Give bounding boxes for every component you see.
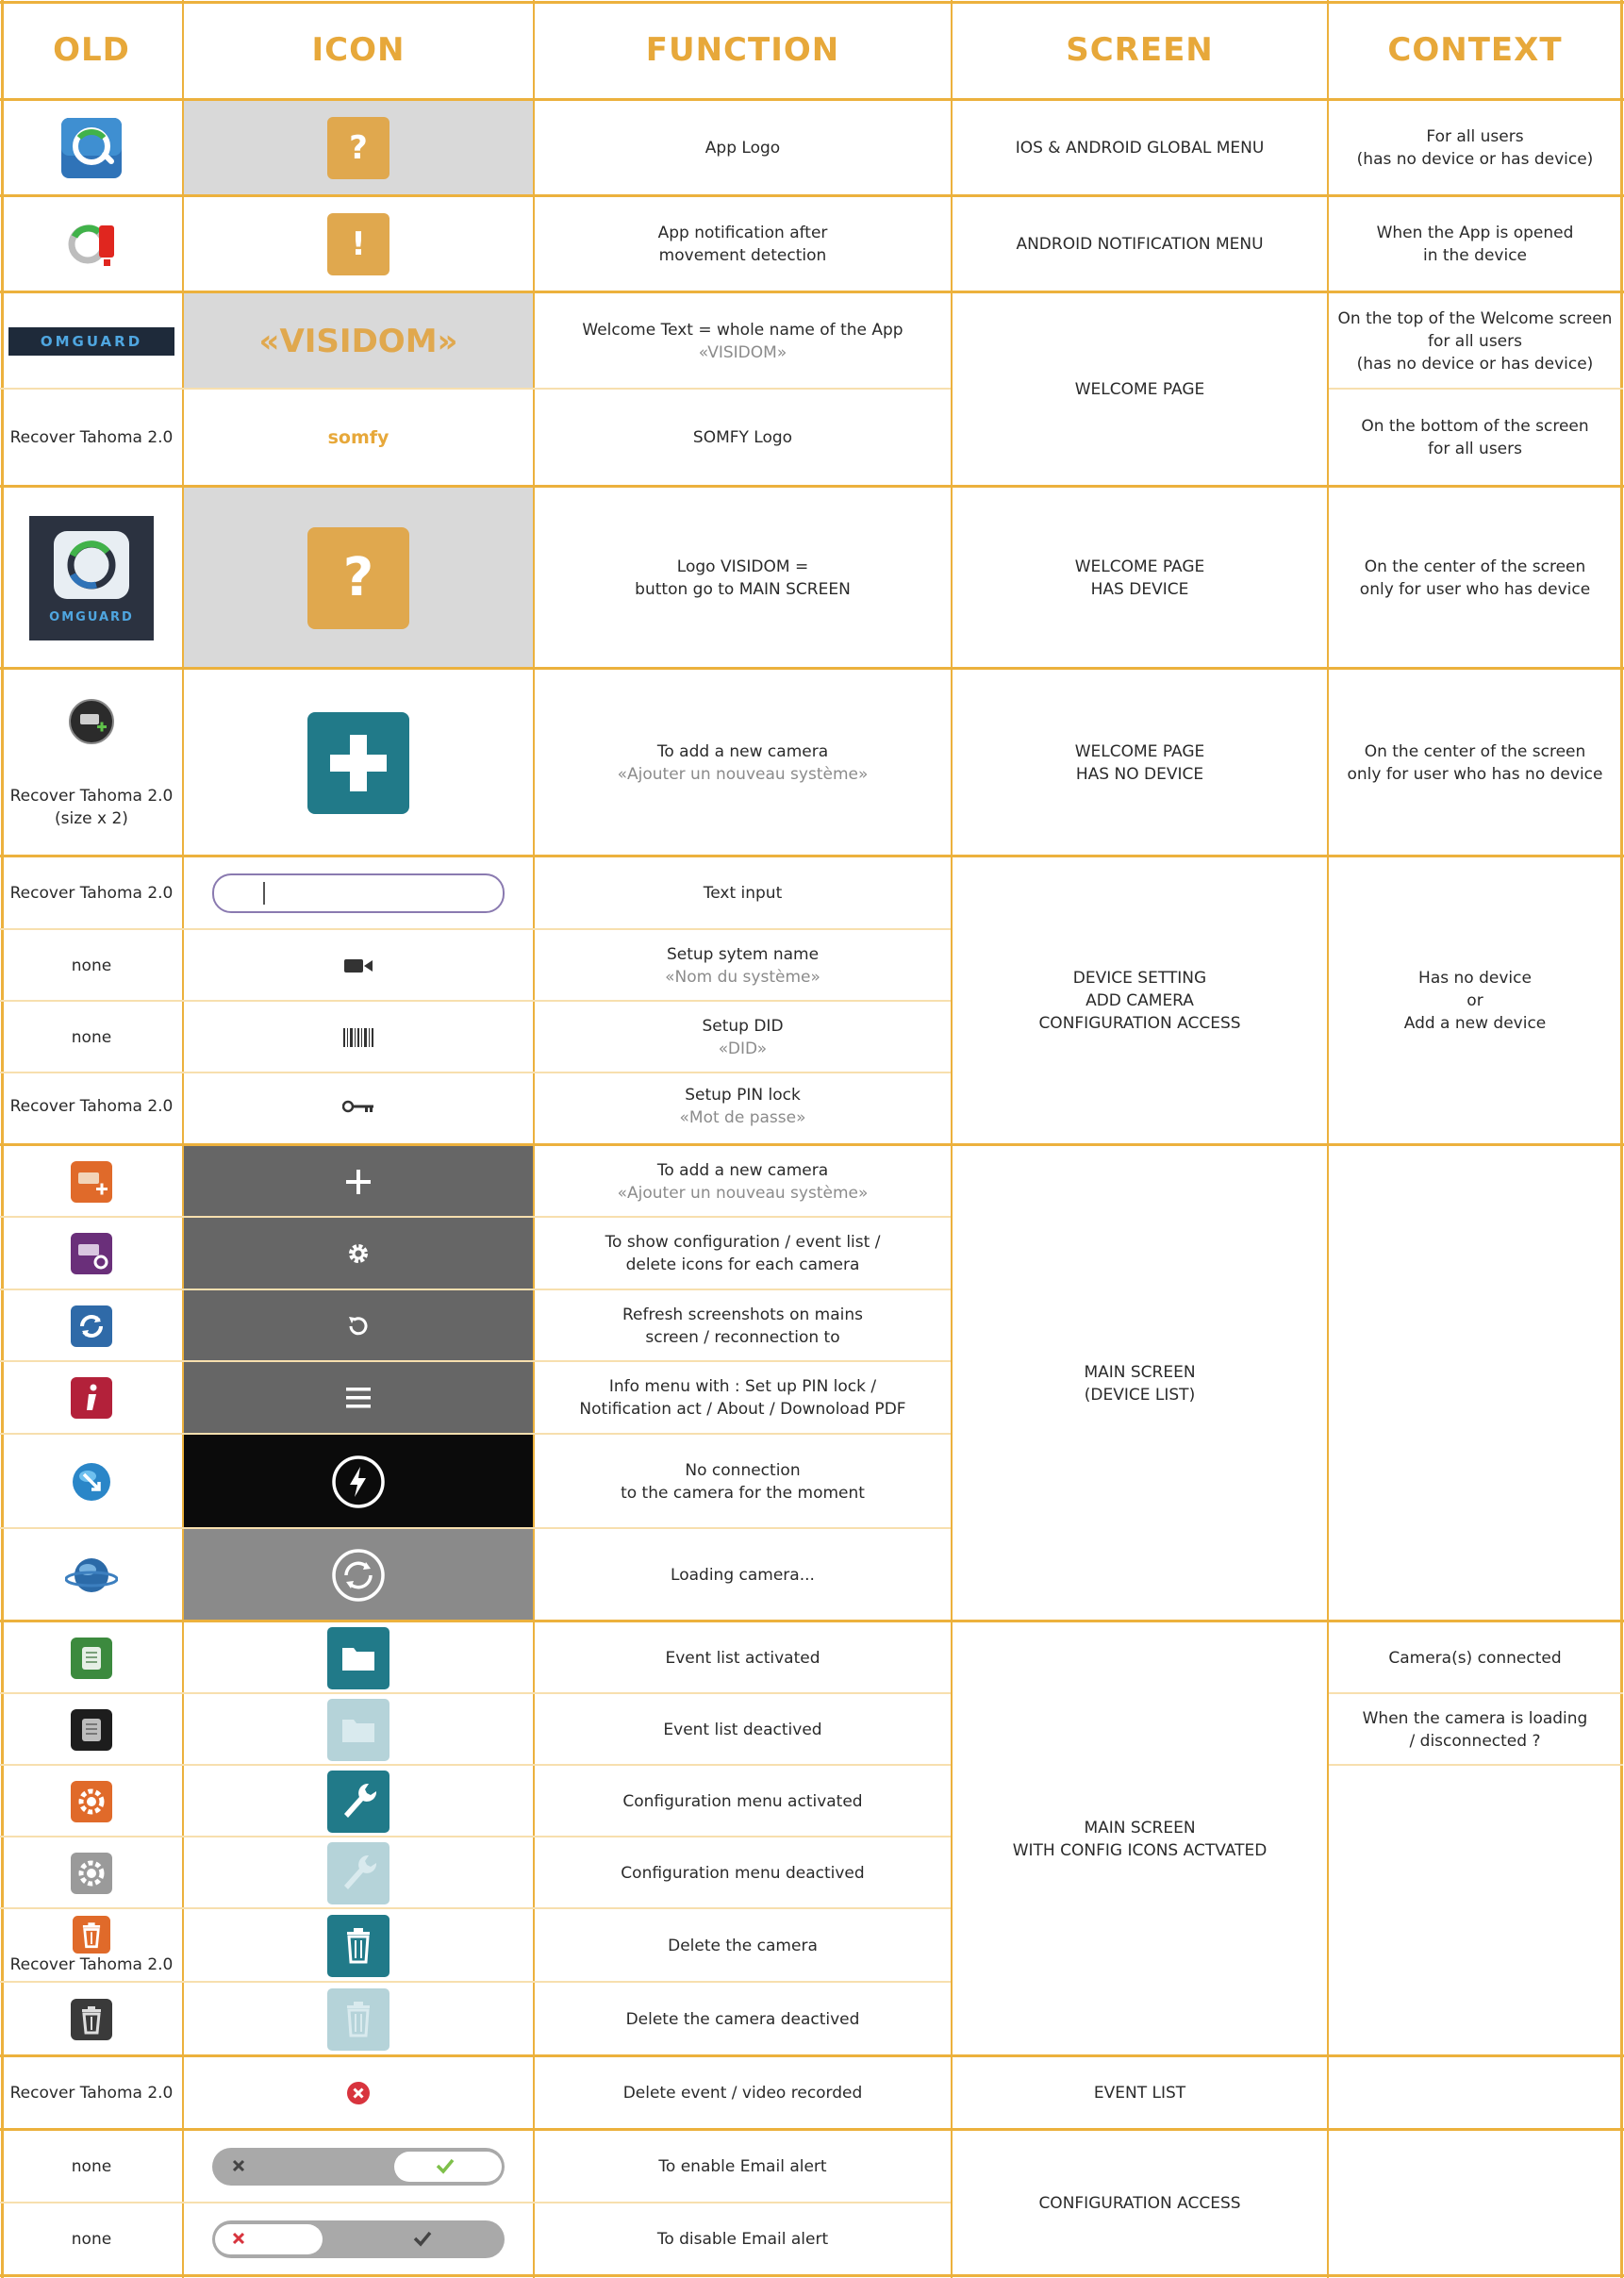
- function-app-logo: App Logo: [704, 139, 781, 158]
- context-camera-connected: Camera(s) connected: [1388, 1648, 1562, 1668]
- screen-device-setting: DEVICE SETTING ADD CAMERA CONFIGURATION ACCESS: [1038, 969, 1241, 1033]
- old-none: none: [71, 1027, 112, 1047]
- omguard-app-icon: [0, 101, 183, 195]
- function-event-list-deactived: Event list deactived: [663, 1720, 822, 1739]
- function-notification: App notification after movement detection: [657, 224, 828, 265]
- notification-app-icon: [0, 197, 183, 291]
- visidom-wordmark-icon: «VISIDOM»: [258, 322, 458, 360]
- loading-circle-icon: [183, 1529, 534, 1621]
- function-config-deactived: Configuration menu deactived: [621, 1863, 865, 1883]
- refresh-blue-icon: [0, 1290, 183, 1361]
- screen-event-list: EVENT LIST: [1093, 2084, 1186, 2103]
- context-camera-loading: When the camera is loading / disconnected ?: [1362, 1708, 1588, 1751]
- wrench-inactive-icon: [183, 1837, 534, 1908]
- function-setup-pin: Setup PIN lock «Mot de passe»: [679, 1085, 806, 1127]
- camera-add-round-icon: Recover Tahoma 2.0 (size x 2): [0, 670, 183, 856]
- trash-active-icon: [183, 1909, 534, 1982]
- question-tile-icon: ?: [183, 101, 534, 195]
- delete-red-circle-icon: [183, 2057, 534, 2129]
- function-welcome-text: Welcome Text = whole name of the App «VISIDOM»: [582, 320, 903, 362]
- omguard-banner-logo: OMGUARD: [0, 293, 183, 389]
- function-enable-email: To enable Email alert: [658, 2157, 827, 2176]
- screen-configuration-access: CONFIGURATION ACCESS: [1038, 2193, 1241, 2213]
- camera-icon: [183, 930, 534, 1001]
- old-none: none: [71, 2230, 112, 2249]
- trash-orange-icon: Recover Tahoma 2.0: [0, 1909, 183, 1982]
- screen-global-menu: IOS & ANDROID GLOBAL MENU: [1015, 139, 1265, 158]
- text-input-icon: [183, 857, 534, 929]
- old-none: none: [71, 956, 112, 975]
- barcode-icon: [183, 1002, 534, 1072]
- config-gray-icon: [0, 1837, 183, 1908]
- toggle-disabled-icon: [183, 2203, 534, 2275]
- globe-loading-icon: [0, 1529, 183, 1621]
- function-delete-camera: Delete the camera: [668, 1936, 818, 1955]
- function-info-menu: Info menu with : Set up PIN lock / Notification act / About / Downoload PDF: [579, 1377, 906, 1419]
- folder-inactive-icon: [183, 1694, 534, 1765]
- context-welcome-top: On the top of the Welcome screen for all users (has no device or has device): [1337, 308, 1613, 374]
- omguard-large-logo: OMGUARD: [0, 488, 183, 668]
- wrench-active-icon: [183, 1766, 534, 1837]
- plus-icon: [183, 1146, 534, 1217]
- context-all-users: For all users (has no device or has device): [1356, 127, 1594, 169]
- header-function: FUNCTION: [645, 30, 840, 69]
- function-add-camera-main: To add a new camera «Ajouter un nouveau système»: [617, 1160, 869, 1203]
- function-refresh: Refresh screenshots on mains screen / reconnection to: [622, 1305, 863, 1347]
- function-delete-camera-deactived: Delete the camera deactived: [625, 2009, 860, 2029]
- menu-icon: [183, 1362, 534, 1434]
- header-context: CONTEXT: [1387, 30, 1563, 69]
- camera-add-orange-icon: [0, 1146, 183, 1217]
- event-list-green-icon: [0, 1622, 183, 1693]
- function-loading: Loading camera...: [671, 1565, 815, 1585]
- function-delete-event: Delete event / video recorded: [622, 2084, 863, 2103]
- function-setup-name: Setup sytem name «Nom du système»: [665, 944, 820, 987]
- function-text-input: Text input: [703, 884, 783, 903]
- context-app-opened: When the App is opened in the device: [1376, 224, 1574, 265]
- function-disable-email: To disable Email alert: [656, 2230, 829, 2249]
- context-welcome-bottom: On the bottom of the screen for all users: [1361, 417, 1589, 458]
- context-no-device: On the center of the screen only for user who has no device: [1347, 741, 1603, 784]
- header-old: OLD: [53, 30, 130, 69]
- screen-welcome-page: WELCOME PAGE: [1074, 380, 1205, 399]
- function-logo-visidom: Logo VISIDOM = button go to MAIN SCREEN: [635, 557, 851, 599]
- function-show-config: To show configuration / event list / delete icons for each camera: [605, 1233, 881, 1274]
- lightning-circle-icon: [183, 1435, 534, 1528]
- function-config-activated: Configuration menu activated: [622, 1791, 863, 1811]
- function-add-camera-welcome: To add a new camera «Ajouter un nouveau système»: [617, 741, 869, 784]
- screen-main-screen: MAIN SCREEN (DEVICE LIST): [1084, 1362, 1196, 1405]
- exclamation-tile-icon: !: [183, 197, 534, 291]
- old-recover-tahoma: Recover Tahoma 2.0: [9, 884, 174, 903]
- plus-teal-icon: [183, 670, 534, 856]
- function-somfy-logo: SOMFY Logo: [692, 428, 793, 447]
- context-has-device: On the center of the screen only for user who has device: [1359, 557, 1591, 599]
- config-orange-icon: [0, 1766, 183, 1837]
- camera-settings-purple-icon: [0, 1218, 183, 1289]
- somfy-logo-icon: somfy: [327, 427, 389, 448]
- screen-welcome-has-device: WELCOME PAGE HAS DEVICE: [1074, 557, 1205, 599]
- key-icon: [183, 1073, 534, 1139]
- screen-notification-menu: ANDROID NOTIFICATION MENU: [1016, 235, 1264, 254]
- event-list-black-icon: [0, 1694, 183, 1765]
- function-event-list-activated: Event list activated: [665, 1648, 820, 1668]
- old-recover-tahoma: Recover Tahoma 2.0: [9, 1096, 174, 1116]
- header-icon: ICON: [311, 30, 406, 69]
- globe-disconnected-icon: [0, 1435, 183, 1528]
- folder-active-icon: [183, 1622, 534, 1693]
- trash-gray-icon: [0, 1983, 183, 2055]
- toggle-enabled-icon: [183, 2131, 534, 2203]
- old-none: none: [71, 2157, 112, 2176]
- info-red-icon: [0, 1362, 183, 1434]
- function-no-connection: No connection to the camera for the moment: [621, 1460, 865, 1503]
- gear-icon: [183, 1218, 534, 1289]
- old-recover-tahoma: Recover Tahoma 2.0: [9, 428, 174, 447]
- context-new-device: Has no device or Add a new device: [1403, 969, 1547, 1033]
- old-recover-tahoma: Recover Tahoma 2.0: [9, 2084, 174, 2103]
- screen-main-config: MAIN SCREEN WITH CONFIG ICONS ACTVATED: [1012, 1818, 1268, 1860]
- function-setup-did: Setup DID «DID»: [702, 1016, 784, 1058]
- refresh-icon: [183, 1290, 534, 1361]
- header-screen: SCREEN: [1066, 30, 1214, 69]
- screen-welcome-no-device: WELCOME PAGE HAS NO DEVICE: [1074, 741, 1205, 784]
- question-tile-large-icon: ?: [183, 488, 534, 668]
- trash-inactive-icon: [183, 1983, 534, 2055]
